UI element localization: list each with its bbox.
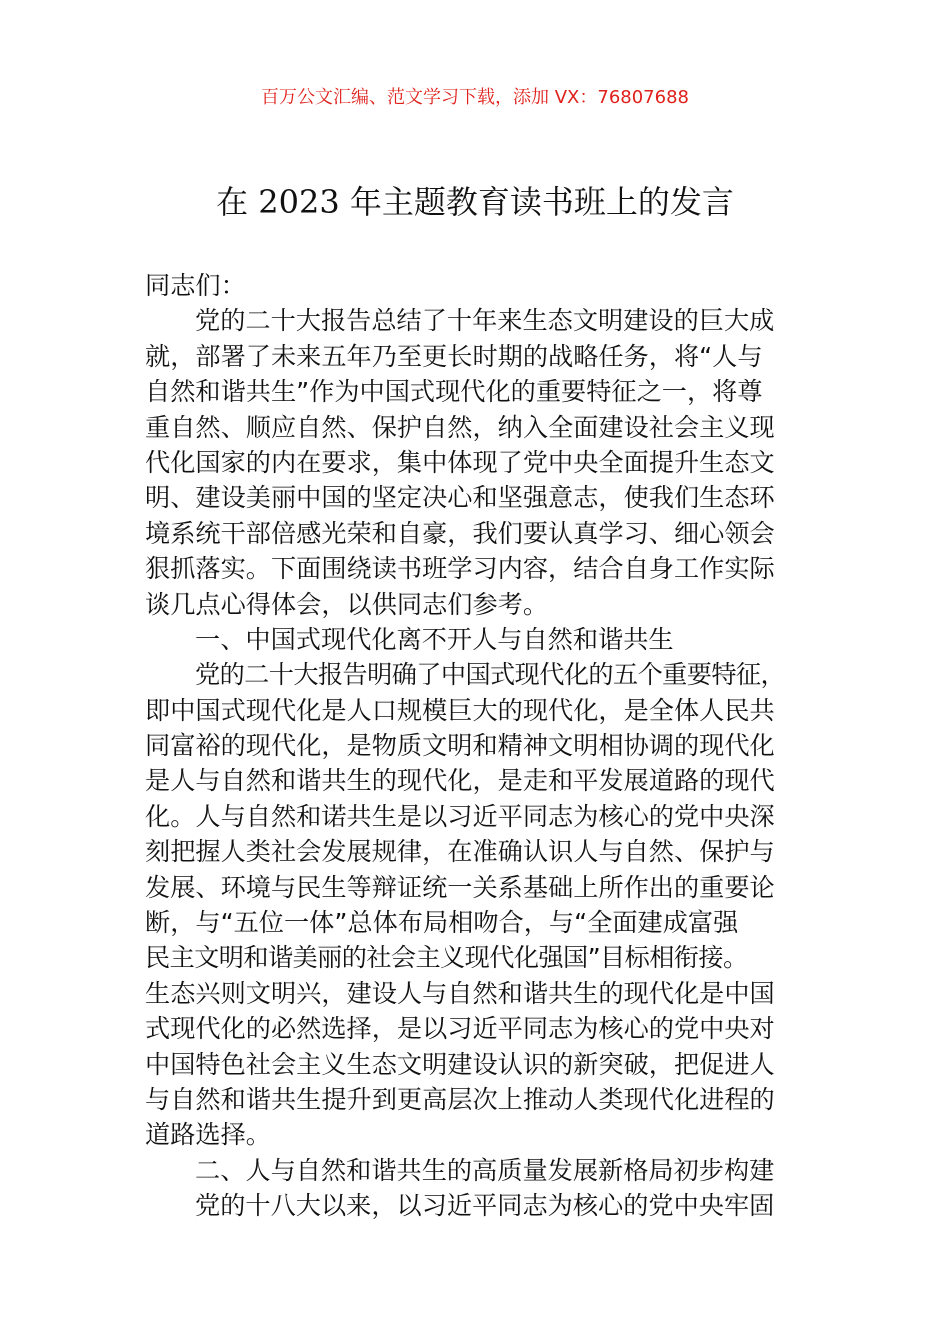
text-line: 民主文明和谐美丽的社会主义现代化强国”目标相衔接。	[145, 943, 748, 973]
header-note: 百万公文汇编、范文学习下载，添加 VX：76807688	[261, 87, 689, 108]
text-line: 就，部署了未来五年乃至更长时期的战略任务，将“人与	[145, 341, 763, 371]
text-line: 狠抓落实。下面围绕读书班学习内容，结合自身工作实际	[145, 554, 775, 584]
text-line: 党的二十大报告总结了十年来生态文明建设的巨大成	[195, 306, 775, 336]
text-line: 谈几点心得体会，以供同志们参考。	[145, 589, 548, 619]
text-line: 境系统干部倍感光荣和自豪，我们要认真学习、细心领会	[145, 518, 775, 548]
document-body	[145, 268, 810, 1224]
text-line: 刻把握人类社会发展规律，在准确认识人与自然、保护与	[145, 837, 775, 867]
text-line: 党的二十大报告明确了中国式现代化的五个重要特征，	[195, 660, 786, 690]
text-line: 党的十八大以来，以习近平同志为核心的党中央牢固	[195, 1191, 775, 1221]
text-line: 中国特色社会主义生态文明建设认识的新突破，把促进人	[145, 1049, 775, 1079]
text-line: 重自然、顺应自然、保护自然，纳入全面建设社会主义现	[145, 412, 775, 442]
text-line: 明、建设美丽中国的坚定决心和坚强意志，使我们生态环	[145, 483, 775, 513]
text-line: 与自然和谐共生提升到更高层次上推动人类现代化进程的	[145, 1084, 775, 1114]
text-line: 化。人与自然和诺共生是以习近平同志为核心的党中央深	[145, 801, 775, 831]
text-line: 一、中国式现代化离不开人与自然和谐共生	[195, 624, 674, 654]
text-line: 道路选择。	[145, 1120, 271, 1150]
text-line: 发展、环境与民生等辩证统一关系基础上所作出的重要论	[145, 872, 775, 902]
text-line: 二、人与自然和谐共生的高质量发展新格局初步构建	[195, 1155, 775, 1185]
text-line: 是人与自然和谐共生的现代化，是走和平发展道路的现代	[145, 766, 775, 796]
text-line: 生态兴则文明兴，建设人与自然和谐共生的现代化是中国	[145, 978, 775, 1008]
text-line: 同富裕的现代化，是物质文明和精神文明相协调的现代化	[145, 731, 775, 761]
text-line: 同志们：	[145, 271, 246, 300]
page-title: 在 2023 年主题教育读书班上的发言	[216, 183, 734, 221]
text-line: 即中国式现代化是人口规模巨大的现代化，是全体人民共	[145, 695, 775, 725]
text-line: 式现代化的必然选择，是以习近平同志为核心的党中央对	[145, 1014, 775, 1044]
text-line: 自然和谐共生”作为中国式现代化的重要特征之一，将尊	[145, 377, 763, 407]
text-line: 代化国家的内在要求，集中体现了党中央全面提升生态文	[145, 447, 775, 477]
text-line: 断，与“五位一体”总体布局相吻合，与“全面建成富强	[145, 908, 739, 938]
